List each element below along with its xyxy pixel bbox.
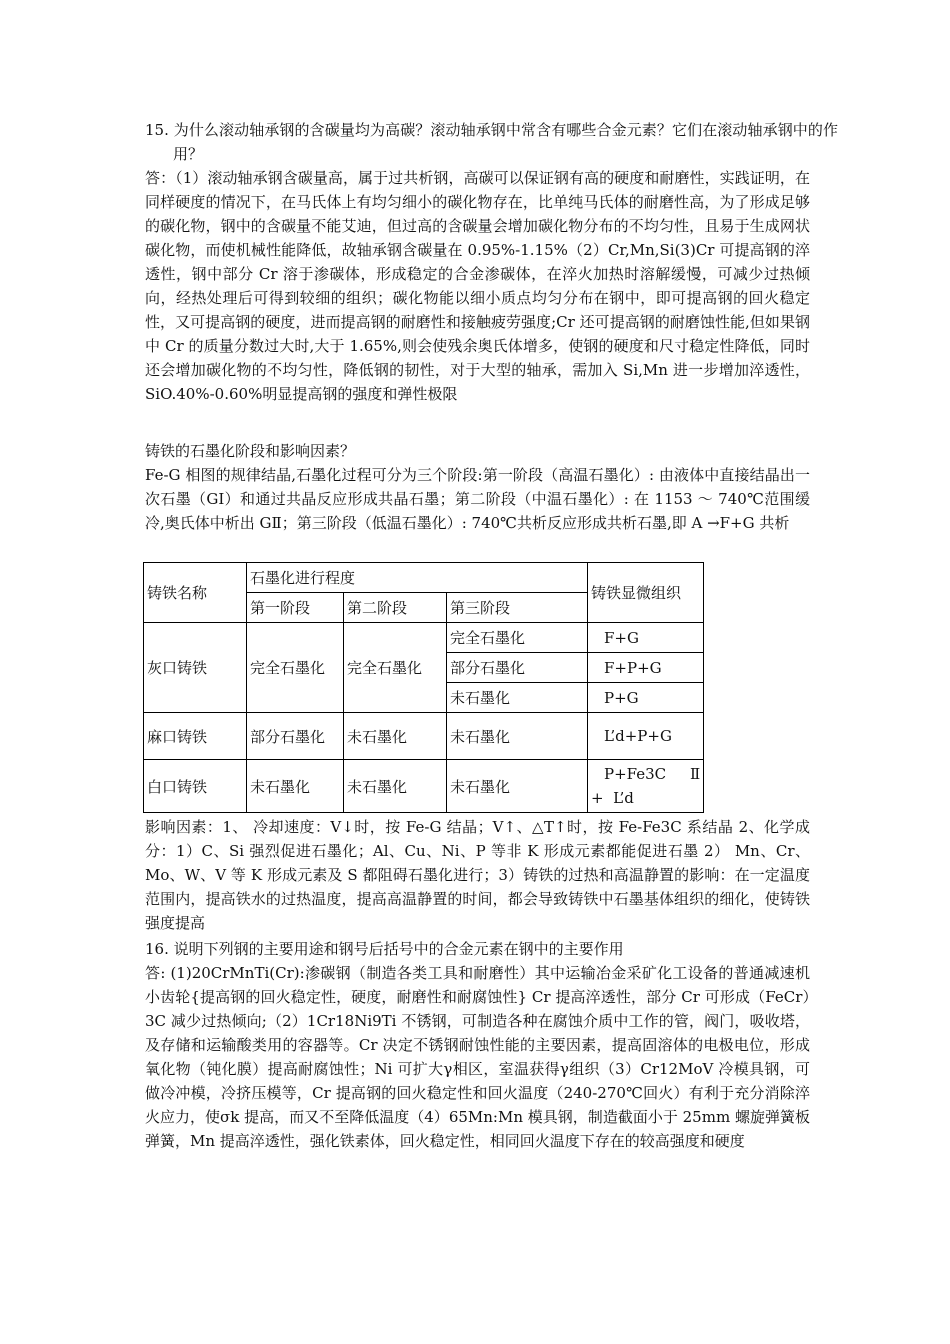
mottled-iron-stage-2: 未石墨化 [344, 713, 447, 760]
mottled-iron-stage-1: 部分石墨化 [247, 713, 344, 760]
gray-iron-microstructure: P+G [588, 683, 704, 713]
white-iron-micro-line-1: P+Fe3C Ⅱ [604, 765, 701, 783]
graphitization-text: Fe-G 相图的规律结晶,石墨化过程可分为三个阶段:第一阶段（高温石墨化）: 由液体中直接结晶出一次石墨（GI）和通过共晶反应形成共晶石墨；第二阶段（中温石墨化）: 在 1153 ～ 740℃范围缓冷,奥氏体中析出 GⅡ；第三阶段（低温石墨化）: 740℃共析反应形成共析石墨,即 A →F+G 共析 [145, 466, 810, 532]
white-iron-stage-2: 未石墨化 [344, 760, 447, 813]
gray-iron-stage-1: 完全石墨化 [247, 623, 344, 713]
white-iron-name: 白口铸铁 [144, 760, 247, 813]
question-15: 15. 为什么滚动轴承钢的含碳量均为高碳？滚动轴承钢中常含有哪些合金元素？它们在滚动轴承钢中的作用？ [145, 121, 838, 163]
gray-iron-stage-2: 完全石墨化 [344, 623, 447, 713]
header-graphitization-progress: 石墨化进行程度 [247, 563, 588, 593]
white-iron-stage-1: 未石墨化 [247, 760, 344, 813]
white-iron-micro-line-2: + L’d [591, 789, 634, 807]
header-microstructure: 铸铁显微组织 [588, 563, 704, 623]
answer-15: 答：（1）滚动轴承钢含碳量高，属于过共析钢，高碳可以保证钢有高的硬度和耐磨性，实践证明，在同样硬度的情况下，在马氏体上有均匀细小的碳化物存在，比单纯马氏体的耐磨性高，为了形成足够的碳化物，钢中的含碳量不能艾迪，但过高的含碳量会增加碳化物分布的不均匀性，且易于生成网状碳化物，而使机械性能降低，故轴承钢含碳量在 0.95%-1.15%（2）Cr,Mn,Si(3)Cr 可提高钢的淬透性，钢中部分 Cr 溶于渗碳体，形成稳定的合金渗碳体，在淬火加热时溶解缓慢，可减少过热倾向，经热处理后可得到较细的组织；碳化物能以细小质点均匀分布在钢中，即可提高钢的回火稳定性，又可提高钢的硬度，进而提高钢的耐磨性和接触疲劳强度;Cr 还可提高钢的耐磨蚀性能,但如果钢中 Cr 的质量分数过大时,大于 1.65%,则会使残余奥氏体增多，使钢的硬度和尺寸稳定性降低，同时还会增加碳化物的不均匀性，降低钢的韧性，对于大型的轴承，需加入 Si,Mn 进一步增加淬透性，SiO.40%-0.60%明显提高钢的强度和弹性极限 [145, 169, 810, 403]
header-cast-iron-name: 铸铁名称 [144, 563, 247, 623]
mottled-iron-microstructure: L’d+P+G [588, 713, 704, 760]
gray-iron-microstructure: F+G [588, 623, 704, 653]
graphitization-heading: 铸铁的石墨化阶段和影响因素？ [145, 442, 356, 460]
answer-16: 答: (1)20CrMnTi(Cr):渗碳钢（制造各类工具和耐磨性）其中运输冶金采矿化工设备的普通减速机小齿轮{提高钢的回火稳定性，硬度，耐磨性和耐腐蚀性} Cr 提高淬透性，部分 Cr 可形成（FeCr）3C 减少过热倾向;（2）1Cr18Ni9Ti 不锈钢，可制造各种在腐蚀介质中工作的管，阀门，吸收塔，及存储和运输酸类用的容器等。Cr 决定不锈钢耐蚀性能的主要因素，提高固溶体的电极电位，形成氧化物（钝化膜）提高耐腐蚀性；Ni 可扩大γ相区，室温获得γ组织（3）Cr12MoV 冷模具钢，可做冷冲模，冷挤压模等，Cr 提高钢的回火稳定性和回火温度（240-270℃回火）有利于充分消除淬火应力，使σk 提高，而又不至降低温度（4）65Mn:Mn 模具钢，制造截面小于 25mm 螺旋弹簧板弹簧，Mn 提高淬透性，强化铁素体，回火稳定性，相同回火温度下存在的较高强度和硬度 [145, 964, 810, 1150]
header-stage-2: 第二阶段 [344, 593, 447, 623]
gray-iron-name: 灰口铸铁 [144, 623, 247, 713]
gray-iron-stage-3: 完全石墨化 [447, 623, 588, 653]
influence-factors: 影响因素：1、 冷却速度：V↓时，按 Fe-G 结晶；V↑、△T↑时，按 Fe-Fe3C 系结晶 2、化学成分：1）C、Si 强烈促进石墨化；Al、Cu、Ni、P 等非 K 形成元素都能促进石墨 2） Mn、Cr、Mo、W、V 等 K 形成元素及 S 都阻碍石墨化进行；3）铸铁的过热和高温静置的影响：在一定温度范围内，提高铁水的过热温度，提高高温静置的时间，都会导致铸铁中石墨基体组织的细化，使铸铁强度提高 [145, 818, 810, 932]
header-stage-1: 第一阶段 [247, 593, 344, 623]
gray-iron-stage-3: 未石墨化 [447, 683, 588, 713]
gray-iron-microstructure: F+P+G [588, 653, 704, 683]
mottled-iron-name: 麻口铸铁 [144, 713, 247, 760]
mottled-iron-stage-3: 未石墨化 [447, 713, 588, 760]
white-iron-stage-3: 未石墨化 [447, 760, 588, 813]
gray-iron-stage-3: 部分石墨化 [447, 653, 588, 683]
header-stage-3: 第三阶段 [447, 593, 588, 623]
white-iron-microstructure [588, 760, 704, 813]
cast-iron-table [143, 562, 704, 813]
question-16: 16. 说明下列钢的主要用途和钢号后括号中的合金元素在钢中的主要作用 [145, 940, 624, 958]
